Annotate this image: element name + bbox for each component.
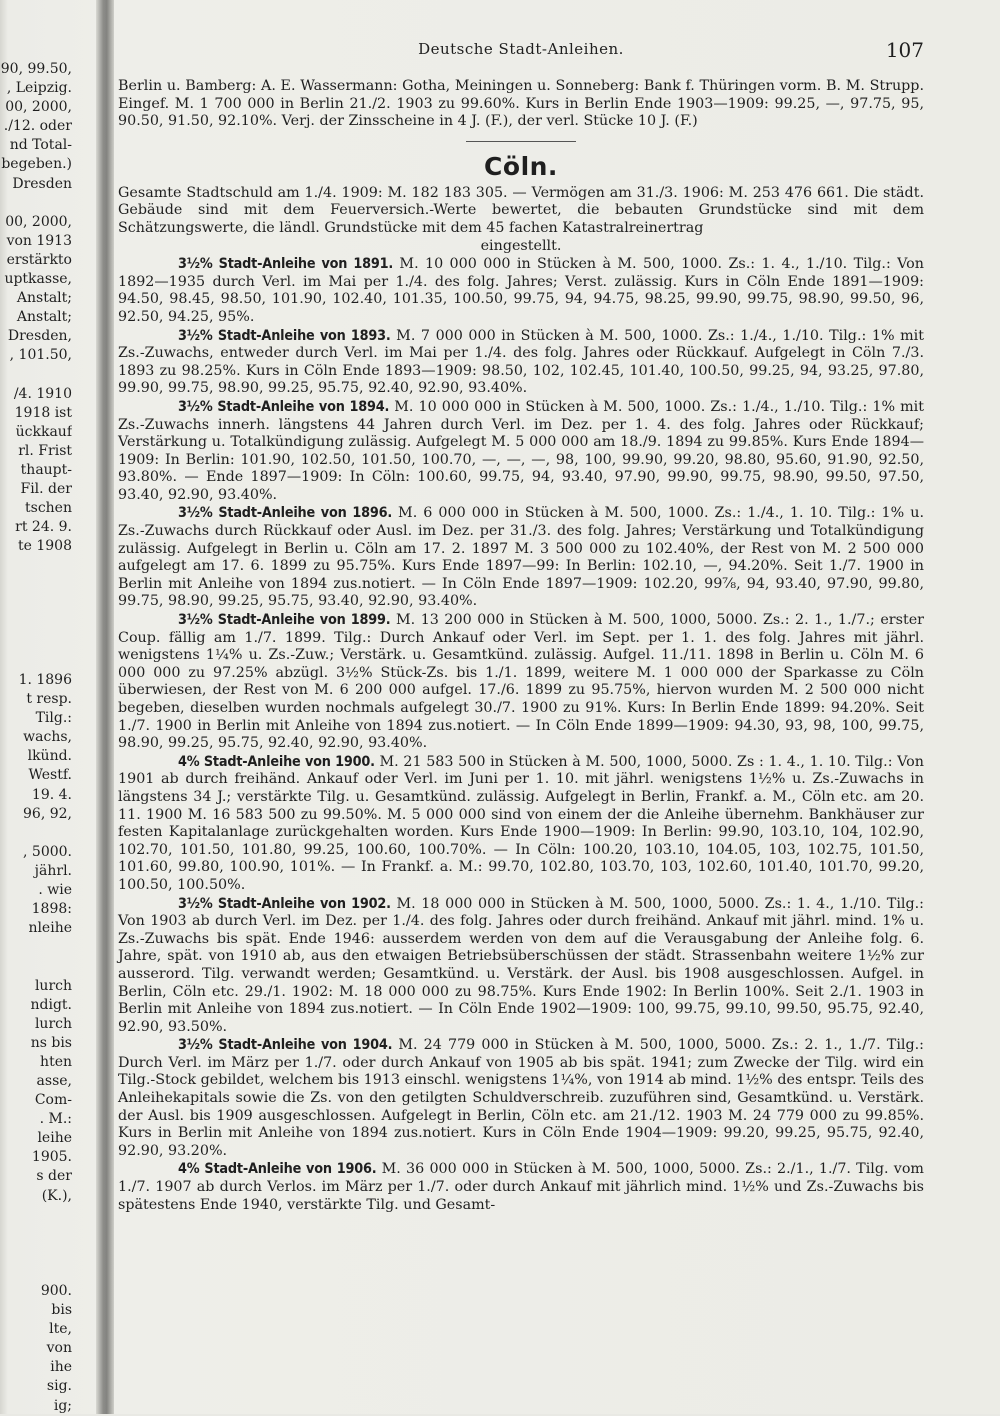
margin-fragment: 90, 99.50, (0, 61, 72, 77)
margin-fragment: 1918 ist (14, 404, 72, 421)
margin-fragment: 1898: (31, 901, 72, 918)
margin-fragment (0, 1206, 72, 1225)
margin-fragment (0, 957, 72, 976)
margin-fragment (0, 595, 72, 614)
margin-fragment: Tilg.: (35, 710, 72, 727)
bond-entry-title: 3½% Stadt-Anleihe von 1894. (178, 398, 390, 415)
bond-entry (118, 754, 924, 895)
margin-fragment (0, 576, 72, 595)
bond-entry-text: M. 7 000 000 in Stücken à M. 500, 1000. Zs.: 1./4., 1./10. Tilg.: 1% mit Zs.-Zuwachs, entweder durch Verl. im Mai per 1./4. des folg. Jahres oder Rückkauf. Aufgelegt in Cöln 7./3. 1893 zu 98.25%. Kurs in Cöln Ende 1893—1909: 98.50, 102, 102.45, 101.40, 100.50, 99.25, 94, 93.25, 97.80, 99.90, 99.75, 98.90, 99.25, 95.75, 92.40, 92.90, 93.40%. (118, 327, 924, 397)
city-intro-end: eingestellt. (480, 237, 562, 254)
bond-entry-text: M. 36 000 000 in Stücken à M. 500, 1000, 5000. Zs.: 2./1., 1./7. Tilg. vom 1./7. 1907 ab durch Verlos. im März per 1./7. oder durch Ankauf mit jährlich mind. 1½% und Zs.-Zuwachs bis spätestens Ende 1940, verstärkte Tilg. und Gesamt- (118, 1161, 924, 1213)
continuation-paragraph: Berlin u. Bamberg: A. E. Wassermann: Gotha, Meiningen u. Sonneberg: Bank f. Thüringen vorm. B. M. Strupp. Eingef. M. 1 700 000 in Berlin 21./2. 1903 zu 99.60%. Kurs in Berlin Ende 1903—1909: 99.25, —, 97.75, 95, 90.50, 91.50, 92.10%. Verj. der Zinsscheine in 4 J. (F.), der verl. Stücke 10 J. (F.) (118, 78, 924, 130)
margin-fragment (0, 1263, 72, 1282)
margin-fragment: s der (36, 1168, 72, 1185)
bond-entry (118, 1037, 924, 1160)
margin-fragment (0, 1244, 72, 1263)
margin-fragment: , Leipzig. (6, 80, 72, 97)
margin-fragment: lurch (34, 977, 72, 994)
margin-fragment: lurch (34, 1015, 72, 1032)
bond-entry (118, 612, 924, 753)
margin-fragment: te 1908 (18, 538, 72, 555)
bond-entry-title: 4% Stadt-Anleihe von 1900. (178, 753, 375, 770)
margin-fragment: 00, 2000, (5, 213, 72, 230)
margin-fragment: 900. (40, 1283, 72, 1299)
margin-fragment: hten (40, 1053, 72, 1070)
margin-fragment: jährl. (34, 862, 72, 879)
margin-fragment: Anstalt; (16, 290, 72, 307)
margin-fragment: bis (51, 1302, 72, 1319)
bond-entry (118, 896, 924, 1037)
margin-fragment (0, 652, 72, 671)
margin-fragment: leihe (37, 1130, 72, 1147)
margin-fragment (0, 1225, 72, 1244)
margin-fragment: Westf. (28, 767, 72, 784)
margin-fragment: Dresden (12, 175, 72, 192)
page-header (118, 40, 924, 70)
document-page (118, 40, 924, 1214)
bond-entries (118, 256, 924, 1214)
margin-fragment: ig; (53, 1397, 72, 1414)
bond-entry-text: M. 10 000 000 in Stücken à M. 500, 1000. Zs.: 1. 4., 1./10. Tilg.: Von 1892—1935 durch Verl. im Mai per 1./4. des folg. Jahres; Verst. zulässig. Kurs in Cöln Ende 1891—1909: 94.50, 98.45, 98.50, 101.90, 102.40, 101.35, 100.50, 99.75, 94, 94.75, 98.25, 99.90, 99.75, 98.90, 99.50, 96, 92.50, 94.25, 95%. (118, 256, 924, 325)
bond-entry-title: 3½% Stadt-Anleihe von 1891. (178, 256, 394, 273)
margin-fragment: tschen (25, 500, 72, 517)
margin-fragment: (K.), (41, 1187, 72, 1204)
margin-fragment: lkünd. (27, 748, 72, 765)
bond-entry-title: 3½% Stadt-Anleihe von 1896. (178, 505, 393, 522)
bond-entry (118, 256, 924, 326)
margin-fragment: von (46, 1340, 72, 1357)
margin-fragment: ückkauf (15, 423, 72, 440)
bond-entry-text: M. 24 779 000 in Stücken à M. 500, 1000, 5000. Zs.: 2. 1., 1./7. Tilg.: Durch Verl. im März per 1./7. oder durch Ankauf von 1905 ab bis spät. 1941; zum Zwecke der Tilg. wird ein Tilg.-Stock gebildet, welchem bis 1913 einschl. wenigstens 1¼%, von 1914 ab mind. 1½% des entspr. Teils des Anleihekapitals sowie die Zs. von den getilgten Schuldverschreib. zuzuführen sind, Gesamtkünd. u. Verstärk. der Ausl. bis 1909 ausgeschlossen. Aufgelegt in Berlin, Cöln etc. am 21./12. 1903 M. 24 779 000 zu 99.85%. Kurs in Berlin mit Anleihe von 1894 zus.notiert. Kurs in Cöln Ende 1904—1909: 99.20, 99.25, 95.75, 92.40, 92.90, 93.20%. (118, 1037, 924, 1159)
margin-fragment: nd Total- (9, 137, 72, 154)
page-number: 107 (885, 38, 924, 62)
margin-fragment: 00, 2000, (5, 99, 72, 116)
margin-fragment: rl. Frist (18, 442, 72, 459)
margin-fragment: 1. 1896 (18, 672, 72, 688)
margin-fragment: t resp. (26, 691, 72, 708)
margin-fragment: 19. 4. (31, 786, 72, 803)
margin-fragment: asse, (36, 1072, 72, 1089)
margin-fragment: uptkasse, (4, 271, 72, 288)
margin-fragment: , 5000. (23, 843, 72, 860)
margin-fragment: sig. (46, 1378, 72, 1395)
section-divider (466, 141, 576, 142)
city-heading: Cöln. (484, 151, 558, 181)
margin-fragment: ndigt. (30, 996, 72, 1013)
margin-fragment (0, 614, 72, 633)
margin-fragment: von 1913 (6, 232, 72, 249)
margin-fragment (0, 556, 72, 575)
margin-fragment: rt 24. 9. (15, 519, 72, 536)
margin-fragment: thaupt- (20, 461, 72, 478)
bond-entry-text: M. 18 000 000 in Stücken à M. 500, 1000, 5000. Zs.: 1. 4., 1./10. Tilg.: Von 1903 ab durch Verl. im Dez. per 1./4. des folg. Jahres oder durch freihänd. Ankauf mit jährl. mind. 1% u. Zs.-Zuwachs bis spät. Ende 1946: ausserdem werden von dem auf die Verausgabung der Anleihe folg. 6. Jahre, spät. von 1910 ab, aus den etwaigen Betriebsüberschüssen der städt. Strassenbahn weitere 1½% zur ausserord. Tilg. verwandt werden; Gesamtkünd. u. Verstärk. der Ausl. bis 1908 ausgeschlossen. Aufgel. in Berlin, Cöln etc. 29./1. 1902: M. 18 000 000 zu 98.75%. Kurs Ende 1902: In Berlin 100%. Seit 2./1. 1903 in Berlin mit Anleihe von 1894 zus.notiert. — In Cöln Ende 1902—1909: 100, 99.75, 99.10, 99.50, 95.75, 92.40, 92.90, 93.50%. (118, 895, 925, 1035)
city-intro: Gesamte Stadtschuld am 1./4. 1909: M. 182 183 305. — Vermögen am 31./3. 1906: M. 253 476 661. Die städt. Gebäude sind mit dem Feuerversich.-Werte bewertet, die bebauten Grundstücke sind mit dem Schätzungswerte, die ländl. Grundstücke mit dem 45 fachen Katastralreinertrag (118, 184, 924, 236)
margin-fragment (0, 938, 72, 957)
bond-entry-title: 3½% Stadt-Anleihe von 1899. (178, 612, 391, 629)
bond-entry (118, 399, 924, 505)
margin-fragment: ./12. oder (3, 118, 72, 135)
margin-fragment: 96, 92, (23, 805, 72, 822)
margin-fragment (0, 194, 72, 213)
margin-fragment (0, 366, 72, 385)
margin-fragment: ns bis (30, 1034, 72, 1051)
bond-entry-title: 4% Stadt-Anleihe von 1906. (178, 1161, 377, 1178)
margin-fragment: /4. 1910 (13, 385, 72, 402)
bond-entry-title: 3½% Stadt-Anleihe von 1893. (178, 327, 391, 344)
bond-entry-text: M. 21 583 500 in Stücken à M. 500, 1000, 5000. Zs : 1. 4., 1. 10. Tilg.: Von 1901 ab durch freihänd. Ankauf oder Verl. im Juni per 1. 10. mit jährl. wenigstens 1½% u. Zs.-Zuwachs in längstens 34 J.; verstärkte Tilg. u. Gesamtkünd. zulässig. Aufgelegt in Berlin, Frankf. a. M., Cöln etc. am 20. 11. 1900 M. 16 583 500 zu 99.50%. M. 5 000 000 sind von einem der die Anleihe übernehm. Bankhäuser zur festen Kapitalanlage zurückgehalten worden. Kurs Ende 1900—1909: In Berlin: 99.90, 103.10, 104, 102.90, 102.70, 101.50, 101.80, 99.25, 100.60, 100.70%. — In Cöln: 100.20, 103.10, 104.05, 103, 102.75, 101.50, 101.60, 99.80, 100.90, 101%. — In Frankf. a. M.: 99.70, 102.80, 103.70, 103, 102.60, 101.40, 101.70, 99.20, 100.50, 100.50%. (118, 753, 924, 893)
bond-entry-title: 3½% Stadt-Anleihe von 1902. (178, 895, 391, 912)
bond-entry-title: 3½% Stadt-Anleihe von 1904. (178, 1037, 393, 1054)
margin-fragment: wachs, (23, 729, 72, 746)
margin-fragment: erstärkto (6, 251, 72, 268)
bond-entry-text: M. 6 000 000 in Stücken à M. 500, 1000. Zs.: 1./4., 1. 10. Tilg.: 1% u. Zs.-Zuwachs durch Rückkauf oder Ausl. im Dez. per 31./3. des folg. Jahres; Verstärkung und Totalkündigung zulässig. Aufgelegt in Berlin u. Cöln am 17. 2. 1897 M. 3 500 000 zu 102.40%, der Rest von M. 2 500 000 aufgelegt am 17. 6. 1899 zu 95.75%. Kurs Ende 1897—99: In Berlin: 102.10, —, 94.20%. Seit 1./7. 1900 in Berlin mit Anleihe von 1894 zus.notiert. — In Cöln Ende 1897—1909: 102.20, 99⅞, 94, 93.40, 97.90, 99.80, 99.75, 98.90, 99.25, 95.75, 93.40, 92.90, 93.40%. (118, 505, 924, 610)
margin-fragment (0, 824, 72, 843)
margin-fragment (0, 633, 72, 652)
margin-fragment: , 101.50, (9, 347, 72, 364)
bond-entry-text: M. 13 200 000 in Stücken à M. 500, 1000, 5000. Zs.: 2. 1., 1./7.; erster Coup. fällig am 1./7. 1899. Tilg.: Durch Ankauf oder Verl. im Sept. per 1. 1. des folg. Jahres mit jährl. wenigstens 1¼% u. Zs.-Zuw.; Verstärk. u. Gesamtkünd. zulässig. Aufgel. 11./11. 1898 in Berlin u. Cöln M. 6 000 000 zu 97.25% abzügl. 3½% Stück-Zs. bis 1./1. 1899, weitere M. 1 000 000 der Sparkasse zu Cöln überwiesen, der Rest von M. 6 200 000 aufgel. 17./6. 1899 zu 95.75%, hiervon wurden M. 2 500 000 nicht begeben, dieselben wurden nochmals aufgelegt 30./7. 1900 zu 91%. Kurs: In Berlin Ende 1899: 94.20%. Seit 1./7. 1900 in Berlin mit Anleihe von 1894 zus.notiert. — In Cöln Ende 1899—1909: 94.30, 93, 98, 100, 99.75, 98.90, 99.25, 95.75, 92.40, 92.90, 93.40%. (118, 612, 924, 752)
margin-fragment: 1905. (31, 1149, 72, 1166)
bond-entry (118, 505, 924, 611)
margin-fragment: . M.: (39, 1111, 72, 1128)
margin-fragment: begeben.) (1, 156, 72, 173)
margin-fragment: nleihe (28, 920, 72, 937)
bond-entry (118, 1161, 924, 1214)
margin-fragment: ihe (50, 1359, 72, 1376)
bond-entry (118, 328, 924, 398)
margin-fragment: Com- (34, 1092, 72, 1109)
margin-fragment: lte, (49, 1321, 72, 1338)
margin-fragment: Fil. der (20, 481, 72, 498)
book-gutter (96, 0, 114, 1414)
margin-fragment: Anstalt; (16, 309, 72, 326)
previous-page-margin (0, 60, 72, 1416)
margin-fragment: . wie (38, 882, 72, 899)
running-head: Deutsche Stadt-Anleihen. (418, 40, 624, 58)
bond-entry-text: M. 10 000 000 in Stücken à M. 500, 1000. Zs.: 1./4., 1./10. Tilg.: 1% mit Zs.-Zuwachs innerh. längstens 44 Jahren durch Verl. im Dez. per 1. 4. des folg. Jahres oder Rückkauf; Verstärkung u. Totalkündigung zulässig. Aufgelegt M. 5 000 000 am 18./9. 1894 zu 99.85%. Kurs Ende 1894—1909: In Berlin: 101.90, 102.50, 101.50, 100.70, —, —, —, 98, 100, 99.90, 99.20, 98.80, 95.60, 91.90, 92.50, 93.80%. — Ende 1897—1909: In Cöln: 100.60, 99.75, 94, 93.40, 97.90, 99.90, 99.75, 98.90, 99.50, 97.50, 93.40, 92.90, 93.40%. (118, 398, 924, 503)
margin-fragment: Dresden, (7, 328, 72, 345)
